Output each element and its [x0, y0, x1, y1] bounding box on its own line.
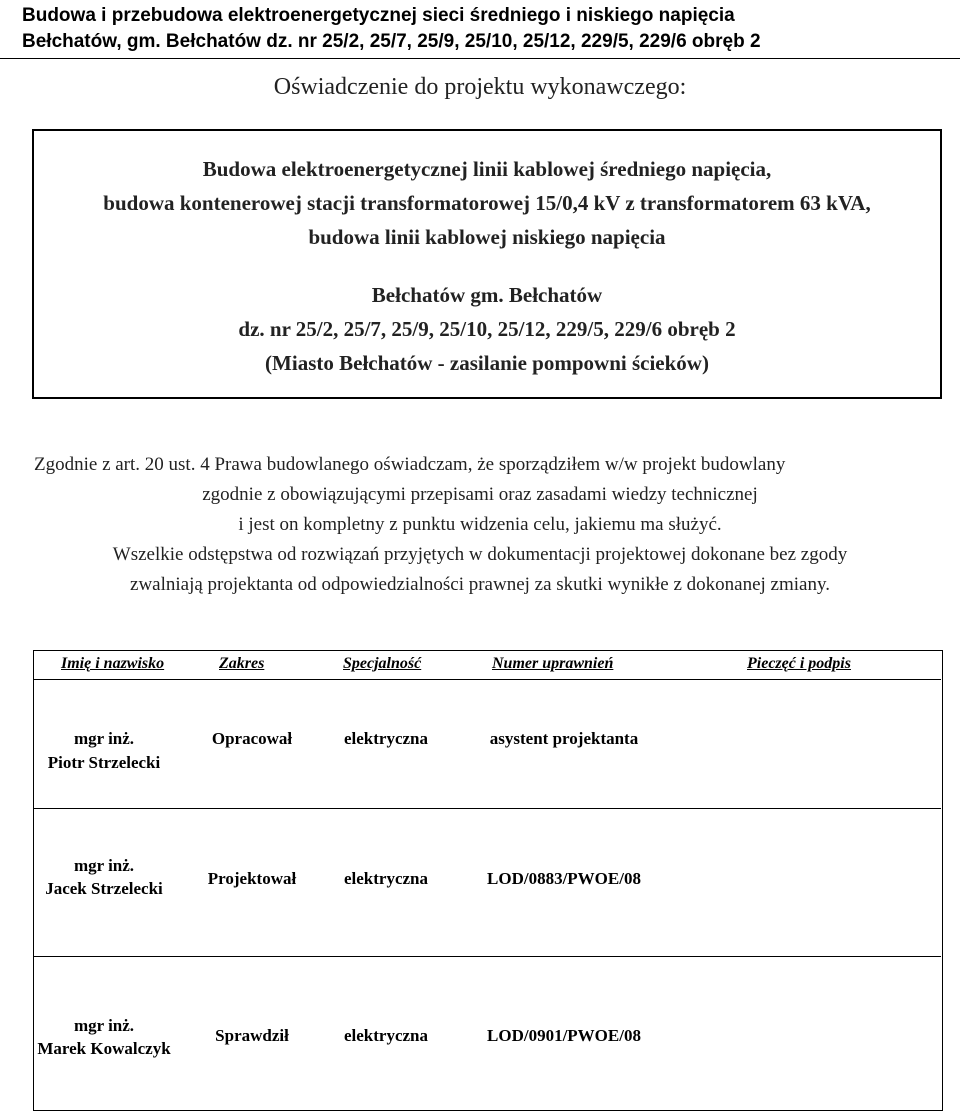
header-name: Imię i nazwisko [61, 655, 165, 672]
row-2-license: LOD/0883/PWOE/08 [487, 869, 641, 888]
row-1-scope: Opracował [211, 729, 293, 748]
project-parcels: dz. nr 25/2, 25/7, 25/9, 25/10, 25/12, 229/5, 229/6 obręb 2 [238, 317, 736, 341]
project-location: Bełchatów gm. Bełchatów [371, 283, 603, 307]
row-2-scope: Projektował [207, 869, 297, 888]
header-scope: Zakres [219, 655, 265, 672]
project-note: (Miasto Bełchatów - zasilanie pompowni ścieków) [265, 351, 709, 375]
row-2-title: mgr inż. [73, 856, 135, 875]
row-separator [34, 679, 941, 680]
signatures-table [33, 650, 943, 1111]
row-3-scope: Sprawdził [215, 1026, 289, 1045]
statement-line-1: Zgodnie z art. 20 ust. 4 Prawa budowlanego oświadczam, że sporządziłem w/w projekt budowlany [34, 454, 786, 475]
document-header [0, 0, 960, 59]
statement-line-3: i jest on kompletny z punktu widzenia celu, jakiemu ma służyć. [238, 514, 722, 535]
project-line-3: budowa linii kablowej niskiego napięcia [308, 225, 666, 249]
row-1-specialty: elektryczna [343, 729, 429, 748]
document-title: Oświadczenie do projektu wykonawczego: [273, 74, 687, 100]
row-3-license: LOD/0901/PWOE/08 [487, 1026, 641, 1045]
row-separator [34, 808, 941, 809]
row-2-specialty: elektryczna [343, 869, 429, 888]
header-title: Budowa i przebudowa elektroenergetycznej sieci średniego i niskiego napięcia [22, 5, 735, 26]
row-1-license: asystent projektanta [489, 729, 639, 748]
statement-line-4: Wszelkie odstępstwa od rozwiązań przyjętych w dokumentacji projektowej dokonane bez zgody [112, 544, 848, 565]
row-3-specialty: elektryczna [343, 1026, 429, 1045]
row-3-title: mgr inż. [73, 1016, 135, 1035]
row-3-name: Marek Kowalczyk [37, 1039, 171, 1058]
statement-line-5: zwalniają projektanta od odpowiedzialności prawnej za skutki wynikłe z dokonanej zmiany. [130, 574, 830, 595]
row-2-name: Jacek Strzelecki [45, 879, 163, 898]
statement-line-2: zgodnie z obowiązującymi przepisami oraz zasadami wiedzy technicznej [202, 484, 758, 505]
header-stamp: Pieczęć i podpis [747, 655, 851, 672]
row-1-title: mgr inż. [73, 729, 135, 748]
row-separator [34, 956, 941, 957]
project-description-box [32, 129, 942, 399]
header-location: Bełchatów, gm. Bełchatów dz. nr 25/2, 25/7, 25/9, 25/10, 25/12, 229/5, 229/6 obręb 2 [22, 31, 761, 52]
row-1-name: Piotr Strzelecki [47, 753, 161, 772]
project-line-1: Budowa elektroenergetycznej linii kablowej średniego napięcia, [202, 157, 772, 181]
header-license: Numer uprawnień [492, 655, 614, 672]
header-specialty: Specjalność [343, 655, 422, 672]
project-line-2: budowa kontenerowej stacji transformatorowej 15/0,4 kV z transformatorem 63 kVA, [103, 191, 871, 215]
